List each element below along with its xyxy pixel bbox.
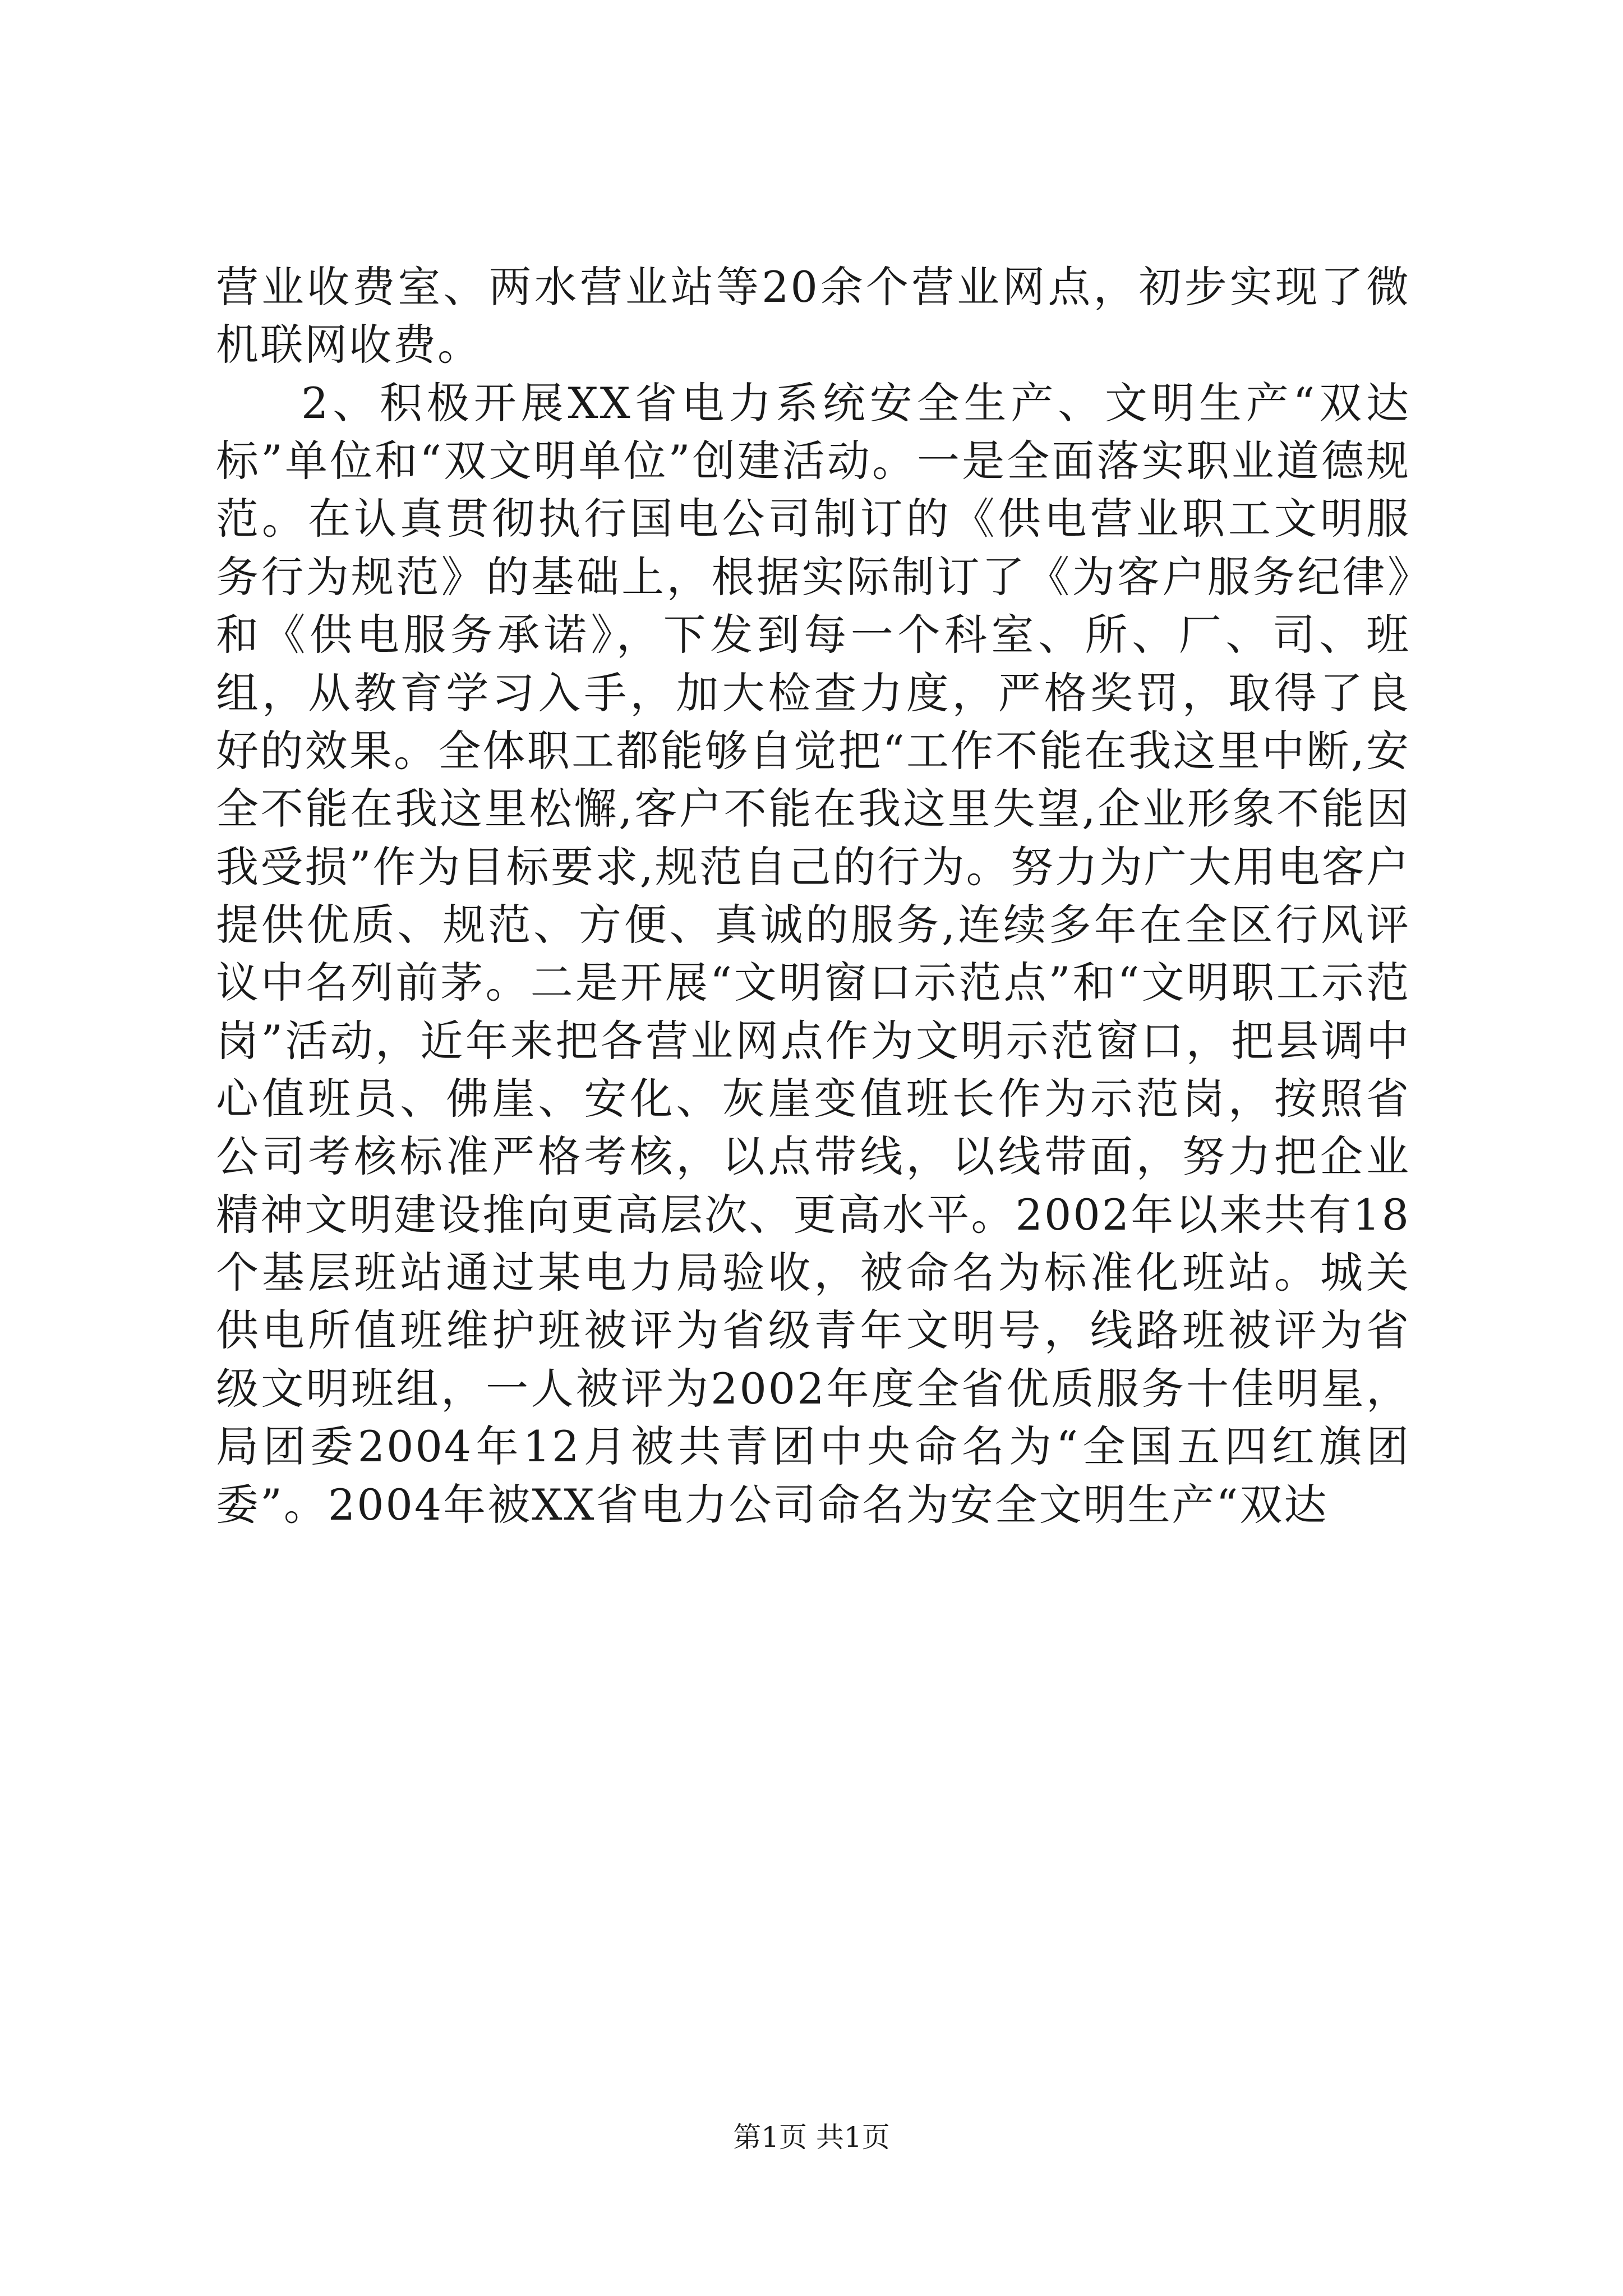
page-footer: 第1页 共1页 [733, 2121, 890, 2154]
paragraph-continuation: 营业收费室、两水营业站等20余个营业网点，初步实现了微机联网收费。 [216, 262, 1410, 370]
paragraph-item-2: 2、积极开展XX省电力系统安全生产、文明生产“双达标”单位和“双文明单位”创建活动。一是全面落实职业道德规范。在认真贯彻执行国电公司制订的《供电营业职工文明服务行为规范》的基础上，根据实际制订了《为客户服务纪律》和《供电服务承诺》，下发到每一个科室、所、厂、司、班组，从教育学习入手，加大检查力度，严格奖罚，取得了良好的效果。全体职工都能够自觉把“工作不能在我这里中断,安全不能在我这里松懈,客户不能在我这里失望,企业形象不能因我受损”作为目标要求,规范自己的行为。努力为广大用电客户提供优质、规范、方便、真诚的服务,连续多年在全区行风评议中名列前茅。二是开展“文明窗口示范点”和“文明职工示范岗”活动，近年来把各营业网点作为文明示范窗口，把县调中心值班员、佛崖、安化、灰崖变值班长作为示范岗，按照省公司考核标准严格考核，以点带线，以线带面，努力把企业精神文明建设推向更高层次、更高水平。2002年以来共有18个基层班站通过某电力局验收，被命名为标准化班站。城关供电所值班维护班被评为省级青年文明号，线路班被评为省级文明班组，一人被评为2002年度全省优质服务十佳明星，局团委2004年12月被共青团中央命名为“全国五四红旗团委”。2004年被XX省电力公司命名为安全文明生产“双达 [216, 378, 1410, 1530]
document-body [216, 258, 1410, 1534]
